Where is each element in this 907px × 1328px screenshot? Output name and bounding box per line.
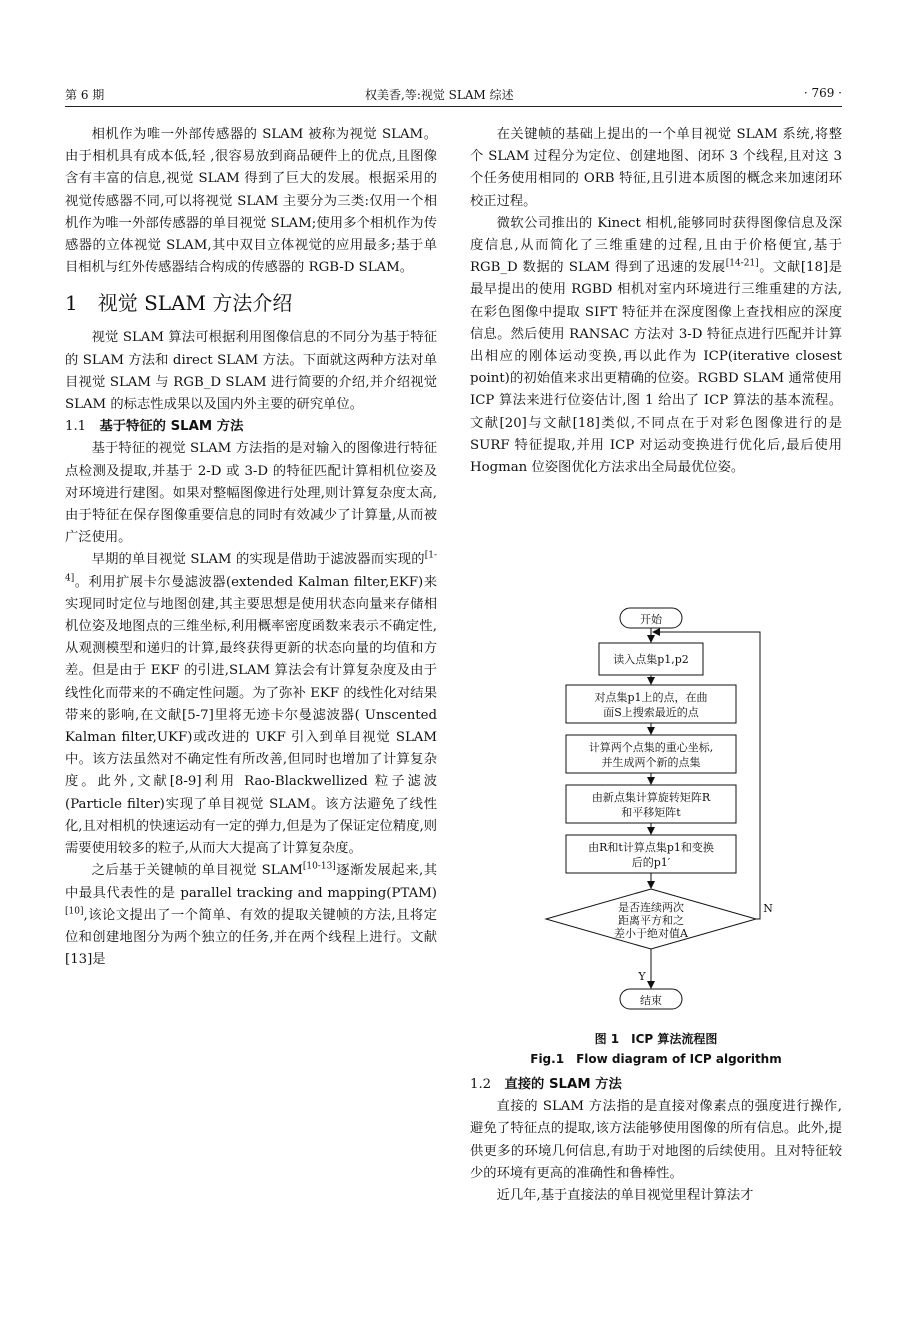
text: 。文献[18]是最早提出的使用 RGBD 相机对室内环境进行三维重建的方法,在彩色图像中提取 SIFT 特征并在深度图像上查找相应的深度信息。然后使用 RANSAC 方法对 3-D 特征点进行匹配并计算出相应的刚体运动变换,再以此作为 ICP(iterative closest point)的初始值来求出更精确的位姿。RGBD SLAM 通常使用 ICP 算法来进行位姿估计,图 1 给出了 ICP 算法的基本流程。文献[20]与文献[18]类似,不同点在于对彩色图像进行的是 SURF 特征提取,并用 ICP 对运动变换进行优化后,最后使用 Hogman 位姿图优化方法求出全局最优位姿。	[470, 260, 842, 476]
subsection-title: 直接的 SLAM 方法	[504, 1077, 622, 1092]
subsection-heading	[65, 416, 437, 438]
step4-label-a: 由新点集计算旋转矩阵R	[591, 791, 711, 804]
decision-label-b: 距离平方和之	[618, 914, 684, 927]
text: ,该论文提出了一个简单、有效的提取关键帧的方法,且将定位和创建地图分为两个独立的任务,并在两个线程上进行。文献[13]是	[65, 907, 437, 968]
step5-label-b: 后的p1′	[631, 856, 671, 869]
figure-number-en: Fig.1	[530, 1052, 565, 1066]
subsection-title: 基于特征的 SLAM 方法	[99, 419, 244, 435]
text: 早期的单目视觉 SLAM 的实现是借助于滤波器而实现的	[91, 552, 425, 568]
subsection-number: 1.2	[470, 1077, 492, 1092]
figure-title-en: Flow diagram of ICP algorithm	[576, 1052, 782, 1066]
left-column	[65, 124, 437, 971]
step3-label-b: 并生成两个新的点集	[601, 756, 701, 769]
paragraph: 在关键帧的基础上提出的一个单目视觉 SLAM 系统,将整个 SLAM 过程分为定位、创建地图、闭环 3 个线程,且对这 3 个任务使用相同的 ORB 特征,且引进本质图的概念来加速闭环校正过程。	[470, 127, 842, 209]
no-label: N	[763, 902, 773, 915]
step2-label-a: 对点集p1上的点，在曲	[594, 691, 708, 704]
step5-label-a: 由R和t计算点集p1和变换	[588, 841, 714, 854]
icp-flowchart	[470, 600, 842, 1020]
figure-number: 图 1	[594, 1032, 620, 1046]
text: 之后基于关键帧的单目视觉 SLAM	[91, 863, 303, 879]
loop-back-line	[707, 632, 760, 919]
figure-caption-cn	[470, 1030, 842, 1047]
text: 。利用扩展卡尔曼滤波器(extended Kalman filter,EKF)来实现同时定位与地图创建,其主要思想是使用状态向量来存储相机位姿及地图点的三维坐标,利用概率密度函数来表示不确定性,从观测模型和递归的计算,最终获得更新的状态向量的均值和方差。但是由于 EKF 的引进,SLAM 算法会有计算复杂度及由于线性化而带来的不确定性问题。为了弥补 EKF 的线性化对结果带来的影响,在文献[5-7]里将无迹卡尔曼滤波器( Unscented Kalman filter,UKF)或改进的 UKF 引入到单目视觉 SLAM 中。该方法虽然对不确定性有所改善,但同时也增加了计算复杂度。此外,文献[8-9]利用 Rao-Blackwellized 粒子滤波(Particle filter)实现了单目视觉 SLAM。该方法避免了线性化,且对相机的快速运动有一定的弹力,但是为了保证定位精度,则需要使用较多的粒子,从而大大提高了计算复杂度。	[65, 574, 437, 857]
figure-caption-en	[470, 1050, 842, 1067]
page-header	[65, 86, 842, 107]
paragraph: 基于特征的视觉 SLAM 方法指的是对输入的图像进行特征点检测及提取,并基于 2-D 或 3-D 的特征匹配计算相机位姿及对环境进行建图。如果对整幅图像进行处理,则计算复杂度太高,由于特征在保存图像重要信息的同时有效减少了计算量,从而被广泛使用。	[65, 441, 437, 546]
citation: [14-21]	[725, 258, 759, 269]
paragraph: 相机作为唯一外部传感器的 SLAM 被称为视觉 SLAM。由于相机具有成本低,轻 ,很容易放到商品硬件上的优点,且图像含有丰富的信息,视觉 SLAM 得到了巨大的发展。根据采用的视觉传感器不同,可以将视觉 SLAM 主要分为三类:仅用一个相机作为唯一外部传感器的单目视觉 SLAM;使用多个相机作为传感器的立体视觉 SLAM,其中双目立体视觉的应用最多;基于单目相机与红外传感器结合构成的传感器的 RGB-D SLAM。	[65, 127, 437, 276]
issue-number: 第 6 期	[65, 88, 105, 102]
right-column	[470, 124, 842, 479]
figure-title: ICP 算法流程图	[631, 1032, 718, 1046]
paragraph: 近几年,基于直接法的单目视觉里程计算法才	[496, 1188, 754, 1204]
paragraph: 直接的 SLAM 方法指的是直接对像素点的强度进行操作,避免了特征点的提取,该方法能够使用图像的所有信息。此外,提供更多的环境几何信息,有助于对地图的后续使用。且对特征较少的环境有更高的准确性和鲁棒性。	[470, 1099, 842, 1181]
step4-label-b: 和平移矩阵t	[621, 806, 681, 819]
step2-label-b: 面S上搜索最近的点	[603, 706, 699, 719]
flowchart-svg	[470, 600, 842, 1020]
right-column-lower	[470, 1074, 842, 1207]
end-label: 结束	[640, 994, 662, 1007]
text: 微软公司推出的 Kinect 相机,能够同时获得图像信息及深度信息,从而简化了三维重建的过程,且由于价格便宜,基于 RGB_D 数据的 SLAM 得到了迅速的发展	[470, 215, 842, 276]
paragraph	[65, 860, 437, 971]
yes-label: Y	[638, 970, 646, 983]
step1-label: 读入点集p1,p2	[613, 653, 689, 666]
citation: [10-13]	[302, 861, 336, 872]
subsection-number: 1.1	[65, 419, 87, 435]
subsection-heading	[470, 1074, 842, 1096]
paragraph: 视觉 SLAM 算法可根据利用图像信息的不同分为基于特征的 SLAM 方法和 direct SLAM 方法。下面就这两种方法对单目视觉 SLAM 与 RGB_D SLAM 进行简要的介绍,并介绍视觉 SLAM 的标志性成果以及国内外主要的研究单位。	[65, 330, 437, 413]
decision-label-a: 是否连续两次	[618, 901, 684, 914]
page-number: · 769 ·	[803, 86, 842, 100]
running-title: 权美香,等:视觉 SLAM 综述	[365, 88, 514, 102]
paragraph	[65, 549, 437, 860]
text: 逐渐发展起来,其中最具代表性的是 parallel tracking and mapping(PTAM)	[65, 863, 437, 901]
step3-label-a: 计算两个点集的重心坐标,	[588, 741, 714, 754]
citation: [1-4]	[65, 551, 437, 584]
citation: [10]	[65, 906, 84, 917]
section-heading: 1 视觉 SLAM 方法介绍	[65, 291, 293, 316]
start-label: 开始	[640, 613, 662, 626]
paragraph	[470, 213, 842, 479]
decision-label-c: 差小于绝对值A	[614, 927, 688, 940]
